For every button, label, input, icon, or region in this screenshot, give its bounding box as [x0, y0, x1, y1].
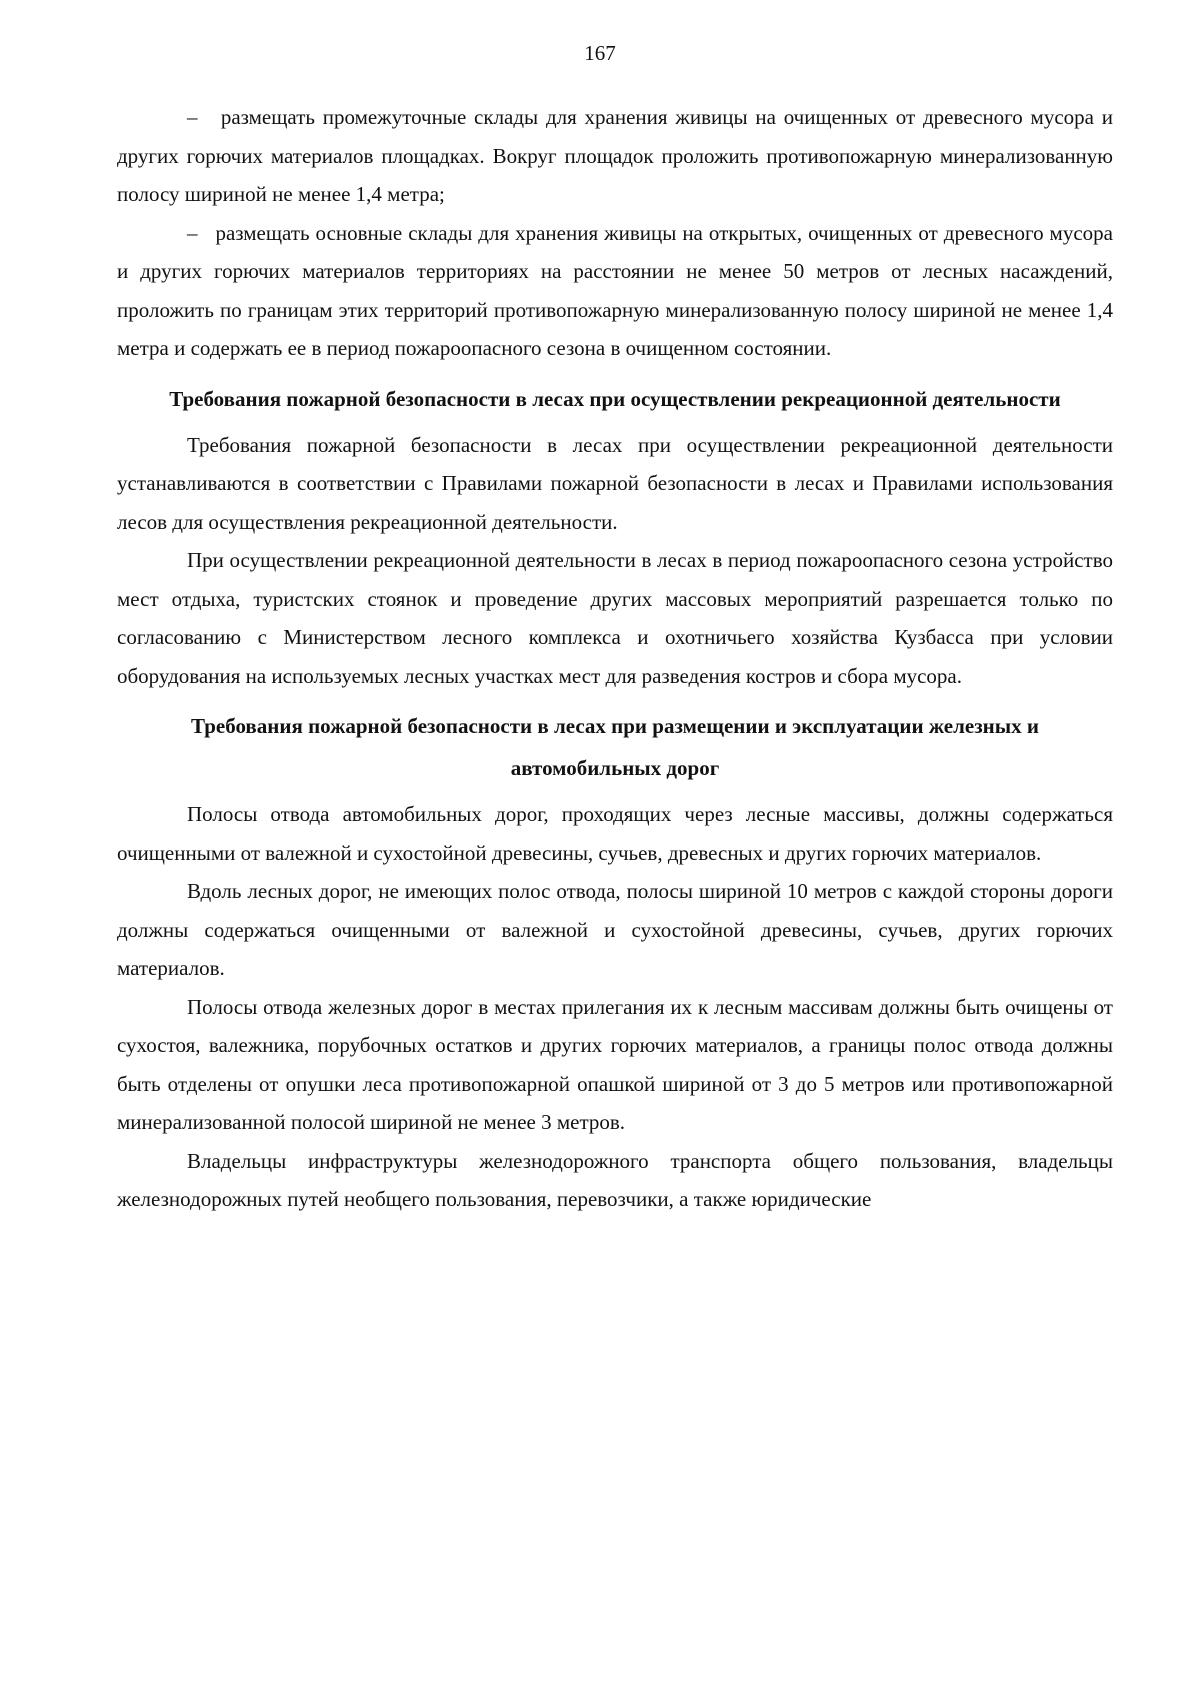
list-item-main-warehouses: – размещать основные склады для хранения живицы на открытых, очищенных от древесного мусора и других горючих материалов территориях на расстоянии не менее 50 метров от лесных насаждений, проложить по границам этих территорий противопожарную минерализованную полосу шириной не менее 1,4 метра и содержать ее в период пожароопасного сезона в очищенном состоянии. — [117, 220, 1113, 360]
paragraph-forest-roads: Вдоль лесных дорог, не имеющих полос отвода, полосы шириной 10 метров с каждой стороны дороги должны содержаться очищенными от валежной и сухостойной древесины, сучьев, других горючих материалов. — [117, 879, 1113, 980]
paragraph-recreation-season: При осуществлении рекреационной деятельности в лесах в период пожароопасного сезона устройство мест отдыха, туристских стоянок и проведение других массовых мероприятий разрешается только по согласованию с Министерством лесного комплекса и охотничьего хозяйства Кузбасса при условии оборудования на используемых лесных участках мест для разведения костров и сбора мусора. — [117, 548, 1113, 688]
paragraph-railway-strips: Полосы отвода железных дорог в местах прилегания их к лесным массивам должны быть очищены от сухостоя, валежника, порубочных остатков и других горючих материалов, а границы полос отвода должны быть отделены от опушки леса противопожарной опашкой шириной от 3 до 5 метров или противопожарной минерализованной полосой шириной не менее 3 метров. — [117, 994, 1113, 1134]
section-heading-recreation: Требования пожарной безопасности в лесах при осуществлении рекреационной деятельности — [169, 386, 1061, 411]
paragraph-railway-owners: Владельцы инфраструктуры железнодорожного транспорта общего пользования, владельцы железнодорожных путей необщего пользования, перевозчики, а также юридические — [117, 1148, 1113, 1211]
list-item-intermediate-warehouses: – размещать промежуточные склады для хранения живицы на очищенных от древесного мусора и других горючих материалов площадках. Вокруг площадок проложить противопожарную минерализованную полосу шириной не менее 1,4 метра; — [117, 105, 1113, 206]
document-body — [117, 98, 1113, 1219]
page-number: 167 — [584, 41, 616, 65]
section-heading-roads: Требования пожарной безопасности в лесах при размещении и эксплуатации железных и автомобильных дорог — [191, 714, 1039, 780]
paragraph-recreation-rules: Требования пожарной безопасности в лесах при осуществлении рекреационной деятельности устанавливаются в соответствии с Правилами пожарной безопасности в лесах и Правилами использования лесов для осуществления рекреационной деятельности. — [117, 432, 1113, 534]
paragraph-road-strips: Полосы отвода автомобильных дорог, проходящих через лесные массивы, должны содержаться очищенными от валежной и сухостойной древесины, сучьев, древесных и других горючих материалов. — [117, 802, 1113, 865]
